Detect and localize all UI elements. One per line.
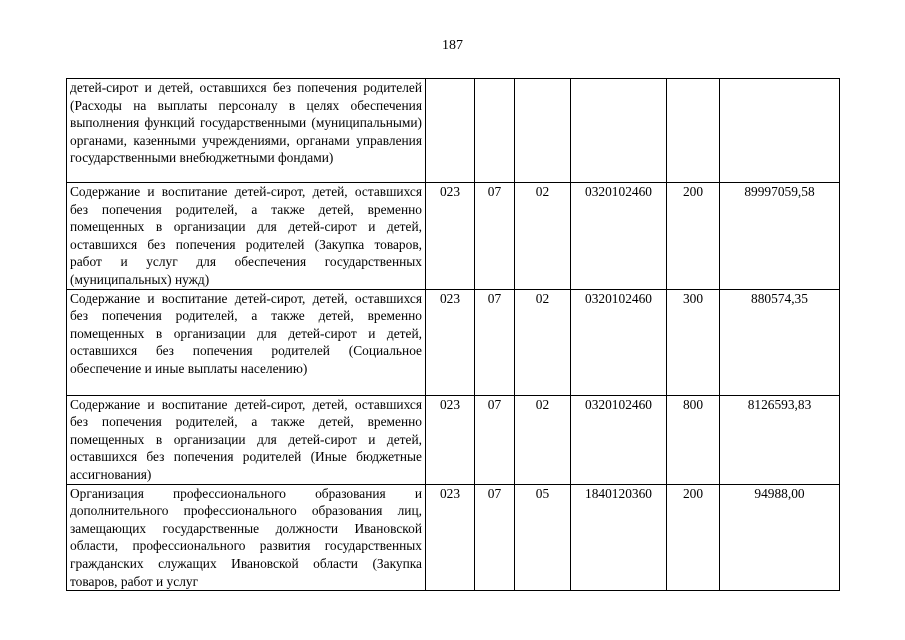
expense-type-code: 800	[667, 395, 720, 484]
target-item-code: 0320102460	[571, 395, 667, 484]
expense-type-code: 200	[667, 183, 720, 290]
grbs-code: 023	[426, 289, 475, 395]
row-description: Содержание и воспитание детей-сирот, детей, оставшихся без попечения родителей, а также детей, временно помещенных в организации для детей-сирот и детей, оставшихся без попечения родителей (Социальное обеспечение и иные выплаты населению)	[67, 289, 426, 395]
page-number: 187	[442, 38, 463, 53]
section-code	[475, 79, 515, 183]
table-row	[67, 79, 840, 183]
subsection-code	[515, 79, 571, 183]
row-description: Содержание и воспитание детей-сирот, детей, оставшихся без попечения родителей, а также детей, временно помещенных в организации для детей-сирот и детей, оставшихся без попечения родителей (Иные бюджетные ассигнования)	[67, 395, 426, 484]
row-description: детей-сирот и детей, оставшихся без попечения родителей (Расходы на выплаты персоналу в целях обеспечения выполнения функций государственными (муниципальными) органами, казенными учреждениями, органами управления государственными внебюджетными фондами)	[67, 79, 426, 183]
section-code: 07	[475, 395, 515, 484]
target-item-code: 0320102460	[571, 183, 667, 290]
grbs-code	[426, 79, 475, 183]
section-code: 07	[475, 183, 515, 290]
subsection-code: 02	[515, 289, 571, 395]
grbs-code: 023	[426, 183, 475, 290]
table-row	[67, 395, 840, 484]
target-item-code	[571, 79, 667, 183]
amount-value: 89997059,58	[720, 183, 840, 290]
amount-value	[720, 79, 840, 183]
budget-table	[66, 78, 840, 591]
table-row	[67, 484, 840, 591]
amount-value: 8126593,83	[720, 395, 840, 484]
grbs-code: 023	[426, 484, 475, 591]
amount-value: 94988,00	[720, 484, 840, 591]
row-description: Организация профессионального образования и дополнительного профессионального образования лиц, замещающих государственные должности Ивановской области, профессионального развития государственных гражданских служащих Ивановской области (Закупка товаров, работ и услуг	[67, 484, 426, 591]
table-row	[67, 183, 840, 290]
grbs-code: 023	[426, 395, 475, 484]
amount-value: 880574,35	[720, 289, 840, 395]
table-row	[67, 289, 840, 395]
target-item-code: 1840120360	[571, 484, 667, 591]
subsection-code: 02	[515, 395, 571, 484]
section-code: 07	[475, 289, 515, 395]
expense-type-code	[667, 79, 720, 183]
target-item-code: 0320102460	[571, 289, 667, 395]
row-description: Содержание и воспитание детей-сирот, детей, оставшихся без попечения родителей, а также детей, временно помещенных в организации для детей-сирот и детей, оставшихся без попечения родителей (Закупка товаров, работ и услуг для обеспечения государственных (муниципальных) нужд)	[67, 183, 426, 290]
expense-type-code: 200	[667, 484, 720, 591]
subsection-code: 05	[515, 484, 571, 591]
expense-type-code: 300	[667, 289, 720, 395]
section-code: 07	[475, 484, 515, 591]
subsection-code: 02	[515, 183, 571, 290]
